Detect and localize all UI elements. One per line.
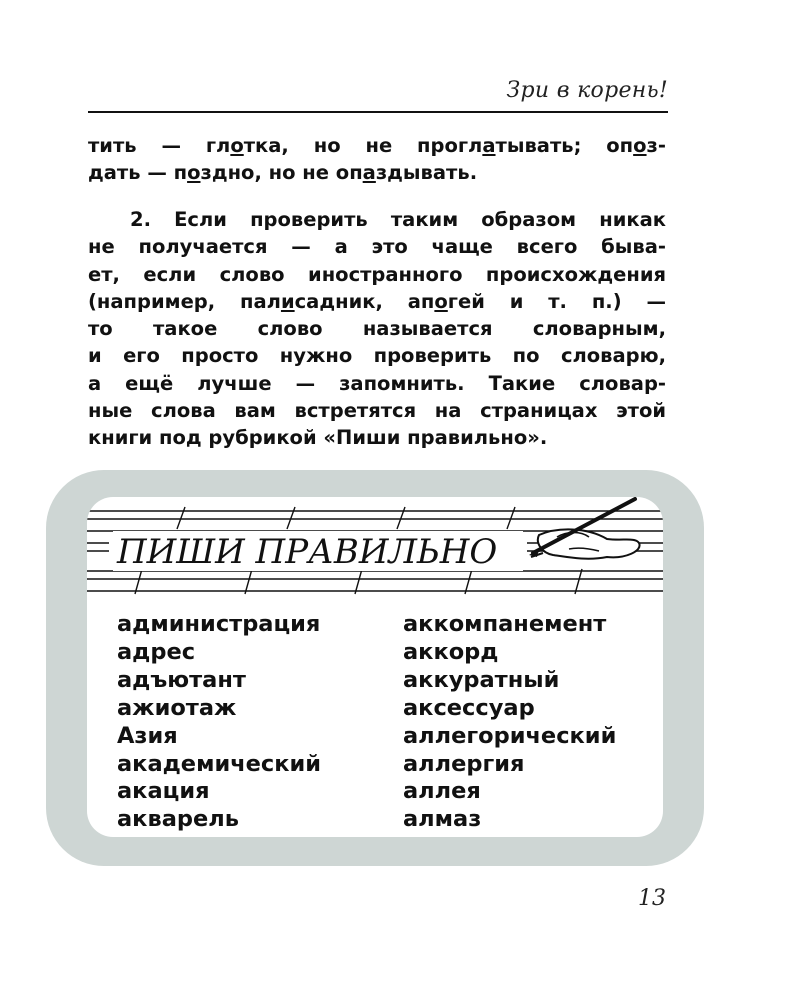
vocabulary-word: аллергия [403, 750, 525, 777]
paragraph-2-line-1: 2. Если проверить таким образом никак [130, 208, 666, 231]
paragraph-2-line-3: ет, если слово иностранного происхождения [88, 262, 666, 286]
paragraph-1-line-2: дать — поздно, но не опаздывать. [88, 161, 478, 185]
paragraph-2-line-2: не получается — а это чаще всего быва- [88, 235, 666, 259]
vocabulary-column-1 [117, 611, 321, 834]
paragraph-2 [88, 206, 666, 452]
vocabulary-word: акварель [117, 806, 239, 833]
banner-lined-paper [87, 497, 663, 607]
paragraph-2-line-8: ные слова вам встретятся на страницах этой [88, 399, 666, 423]
vocabulary-box [87, 497, 663, 837]
highlighted-vowel: о [434, 289, 448, 313]
highlighted-vowel: о [633, 134, 647, 157]
highlighted-vowel: о [187, 161, 201, 185]
vocabulary-word: администрация [117, 611, 321, 637]
highlighted-vowel: а [362, 161, 376, 185]
header-rule [88, 111, 668, 113]
highlighted-vowel: о [230, 134, 244, 157]
vocabulary-word: адрес [117, 638, 196, 665]
vocabulary-column-2 [403, 611, 616, 834]
vocabulary-word: аллея [403, 778, 481, 805]
highlighted-vowel: а [482, 134, 496, 157]
vocabulary-word: адъютант [117, 666, 246, 693]
running-header-title: Зри в корень! [506, 78, 668, 103]
vocabulary-word: ажиотаж [117, 694, 237, 721]
writing-hand-icon [529, 499, 640, 559]
vocabulary-word: Азия [117, 722, 178, 749]
vocabulary-word: аккуратный [403, 666, 560, 693]
term-slovarnym: словарным [532, 317, 659, 341]
vocabulary-word: акация [117, 778, 210, 805]
banner-title: ПИШИ ПРАВИЛЬНО [117, 532, 498, 572]
paragraph-2-line-7: а ещё лучше — запомнить. Такие словар- [88, 371, 666, 395]
vocabulary-word: аккорд [403, 638, 499, 665]
vocabulary-word: аллегорический [403, 722, 617, 749]
vocabulary-word: алмаз [403, 806, 482, 833]
paragraph-2-line-6: и его просто нужно проверить по словарю, [88, 344, 666, 368]
vocabulary-word: аксессуар [403, 694, 535, 721]
page-number: 13 [638, 886, 666, 911]
paragraph-1 [88, 132, 666, 187]
paragraph-2-line-9: книги под рубрикой «Пиши правильно». [88, 426, 548, 450]
vocabulary-word: академический [117, 750, 322, 777]
paragraph-2-line-4: (например, палисадник, апогей и т. п.) — [88, 289, 666, 313]
vocabulary-word: аккомпанемент [403, 611, 607, 637]
paragraph-1-line-1: тить — глотка, но не проглатывать; опоз- [88, 134, 666, 157]
highlighted-vowel: и [280, 289, 295, 313]
paragraph-2-line-5: то такое слово называется словарным, [88, 317, 666, 341]
